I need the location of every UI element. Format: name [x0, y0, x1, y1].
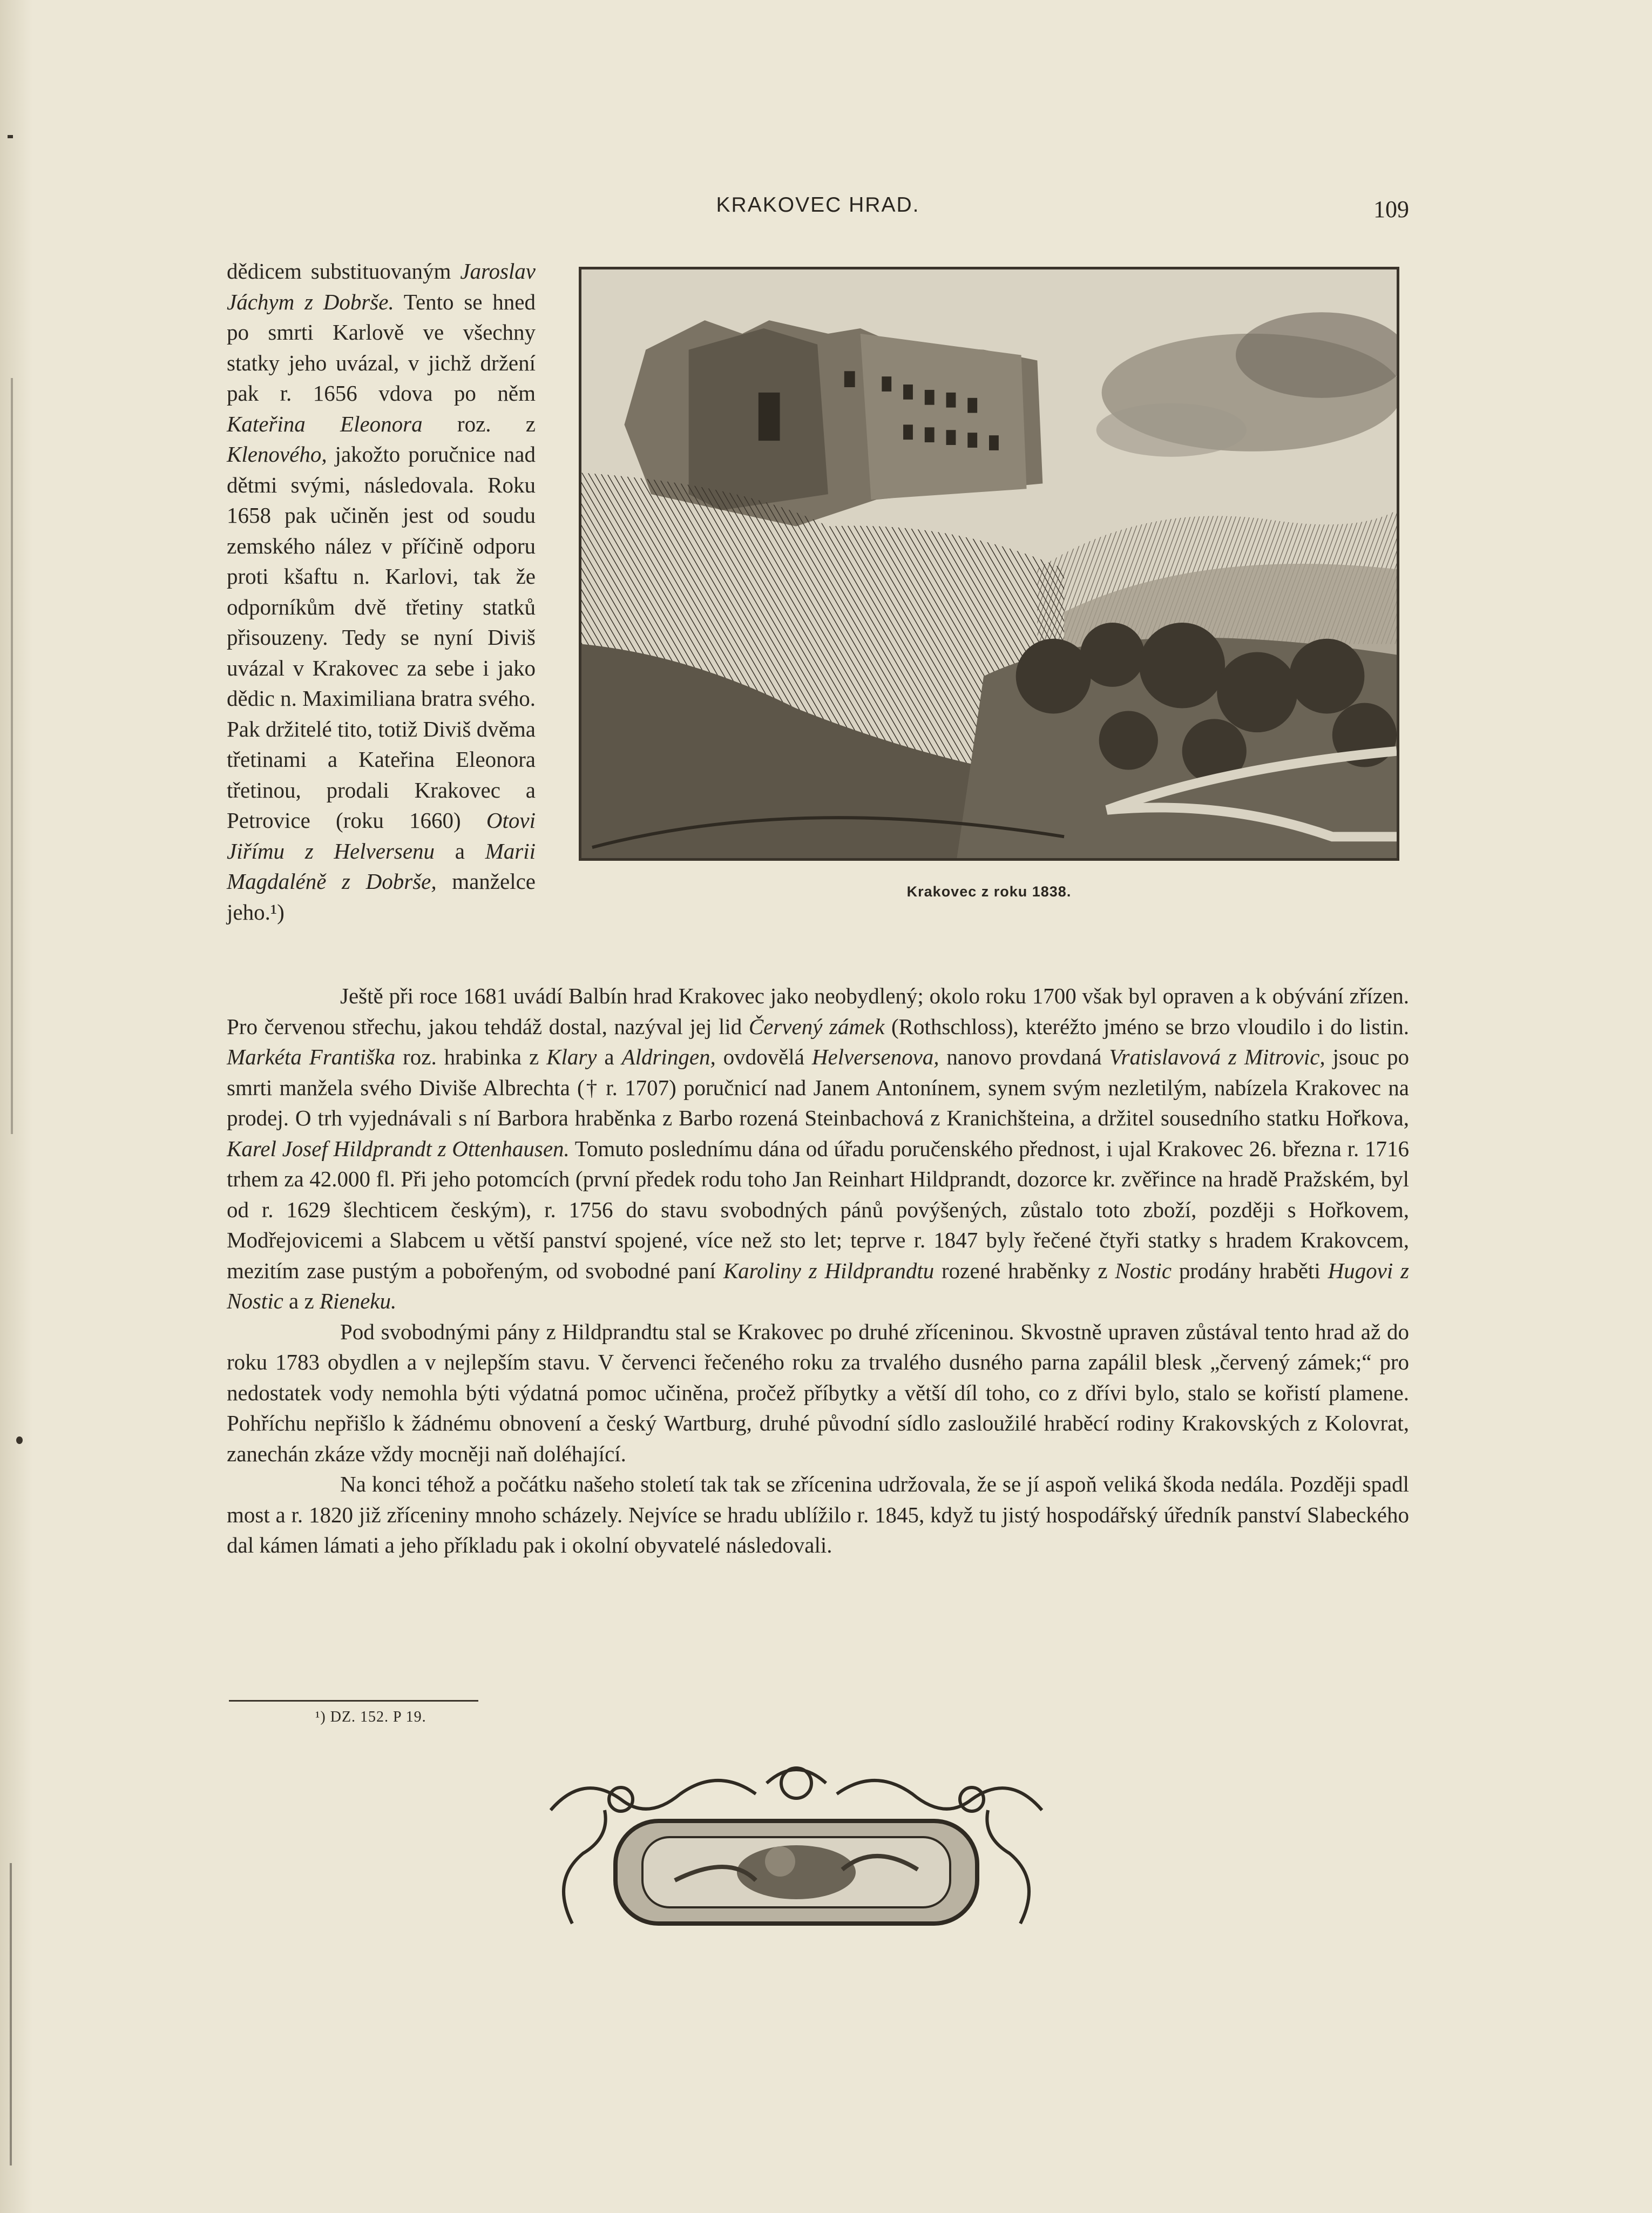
italic-name: Jaroslav Jáchym z Dobrše.	[227, 259, 536, 314]
footnote: ¹) DZ. 152. P 19.	[315, 1709, 426, 1725]
text-run: Tento se hned po smrti Karlově ve všechny statky jeho uvázal, v jichž držení pak r. 1656 vdova po něm	[227, 289, 536, 406]
margin-mark	[10, 1863, 12, 2165]
text-run: a	[435, 838, 485, 863]
text-run: dědicem substituovaným	[227, 259, 461, 284]
text-run: rozené hraběnky z	[934, 1258, 1115, 1283]
text-run: roz. hrabinka z	[395, 1044, 547, 1069]
castle-engraving-drawing	[581, 269, 1397, 858]
italic-name: Červený zámek	[748, 1014, 885, 1039]
italic-name: Karoliny z Hildprandtu	[723, 1258, 935, 1283]
paragraph	[227, 256, 536, 927]
text-run: a	[597, 1044, 622, 1069]
italic-name: Marii Magdaléně z Dobrše,	[227, 838, 536, 894]
italic-name: Klary	[546, 1044, 597, 1069]
castle-engraving	[579, 267, 1399, 861]
text-run: a z	[283, 1288, 320, 1313]
text-run: ovdovělá	[715, 1044, 812, 1069]
italic-name: Kateřina Eleonora	[227, 411, 423, 436]
paragraph	[227, 1317, 1409, 1469]
italic-name: Helversenova,	[811, 1044, 939, 1069]
text-run: jakožto poručnice nad dětmi svými, následovala. Roku 1658 pak učiněn jest od soudu zemského nález v příčině odporu proti kšaftu n. Karlovi, tak že odporníkům dvě třetiny statků přisouzeny. Tedy se nyní Diviš uvázal v Krakovec za sebe i jako dědic n. Maximiliana bratra svého. Pak držitelé tito, totiž Diviš dvěma třetinami a Kateřina Eleonora třetinou, prodali Krakovec a Petrovice (roku 1660)	[227, 442, 536, 833]
paragraph	[227, 1469, 1409, 1561]
text-run: Tomuto poslednímu dána od úřadu poručenského přednost, i ujal Krakovec 26. března r. 1716 trhem za 42.000 fl. Při jeho potomcích (první předek rodu toho Jan Reinhart Hildprandt, dozorce kr. zvěřince na hradě Pražském, byl od r. 1629 šlechticem českým), r. 1756 do stavu svobodných pánů povýšených, zůstalo toto zboží, později s Hořkovem, Modřejovicemi a Slabcem u větší panství spojené, více než sto let; teprve r. 1847 byly řečené čtyři statky s hradem Krakovcem, mezitím zase pustým a pobořeným, od svobodné paní	[227, 1136, 1409, 1283]
body-text-column	[227, 981, 1409, 1561]
text-run: manželce jeho.¹)	[227, 869, 536, 925]
text-run: nanovo provdaná	[939, 1044, 1109, 1069]
decorative-vignette	[540, 1762, 1053, 1940]
italic-name: Nostic	[1115, 1258, 1172, 1283]
text-run: roz. z	[422, 411, 536, 436]
text-run: Na konci téhož a počátku našeho století tak tak se zřícenina udržovala, že se jí aspoň veliká škoda nedála. Později spadl most a r. 1820 již zříceniny mnoho scházely. Nejvíce se hradu ublížilo r. 1845, když tu jistý hospodářský úředník panství Slabeckého dal kámen lámati a jeho příkladu pak i okolní obyvatelé následovali.	[227, 1472, 1409, 1557]
italic-name: Rieneku.	[319, 1288, 397, 1313]
figure-caption: Krakovec z roku 1838.	[906, 883, 1072, 900]
italic-name: Hugovi z Nostic	[227, 1258, 1409, 1313]
margin-mark	[11, 378, 13, 1134]
text-run: (Rothschloss), kteréžto jméno se brzo vloudilo i do listin.	[884, 1014, 1409, 1039]
page-gutter-shadow	[0, 0, 32, 2213]
margin-mark	[16, 1436, 23, 1444]
wrapped-text-column	[227, 256, 536, 927]
text-run: Pod svobodnými pány z Hildprandtu stal se Krakovec po druhé zříceninou. Skvostně upraven zůstával tento hrad až do roku 1783 obydlen a v nejlepším stavu. V červenci řečeného roku za trvalého dusného parna zapálil blesk „červený zámek;“ pro nedostatek vody nemohla býti výdatná pomoc učiněna, pročež příbytky a větší díl toho, co z dřívi bylo, stalo se kořistí plamene. Pohříchu nepřišlo k žádnému obnovení a český Wartburg, druhé původní sídlo zasloužilé hraběcí rodiny Krakovských z Kolovrat, zanechán zkáze vždy mocněji naň doléhající.	[227, 1319, 1409, 1466]
text-run: Ještě při roce 1681 uvádí Balbín hrad Krakovec jako neobydlený; okolo roku 1700 však byl opraven a k obývání zřízen. Pro červenou střechu, jakou tehdáž dostal, nazýval jej lid	[227, 983, 1409, 1039]
italic-name: Markéta Františka	[227, 1044, 396, 1069]
italic-name: Vratislavová z Mitrovic,	[1109, 1044, 1325, 1069]
italic-name: Klenového,	[227, 442, 327, 467]
running-title: KRAKOVEC HRAD.	[716, 193, 920, 217]
italic-name: Aldringen,	[621, 1044, 716, 1069]
italic-name: Otovi Jiřímu z Helversenu	[227, 808, 536, 863]
page-header	[227, 190, 1409, 228]
text-run: prodány hraběti	[1172, 1258, 1328, 1283]
text-run: jsouc po smrti manžela svého Diviše Albrechta († r. 1707) poručnicí nad Janem Antonínem, synem svým nezletilým, nabízela Krakovec na prodej. O trh vyjednávali s ní Barbora hraběnka z Barbo rozená Steinbachová z Kranichšteina, a držitel sousedního statku Hořkova,	[227, 1044, 1410, 1130]
footnote-divider	[229, 1700, 478, 1702]
margin-mark	[8, 135, 13, 138]
paragraph	[227, 981, 1409, 1317]
italic-name: Karel Josef Hildprandt z Ottenhausen.	[227, 1136, 570, 1161]
page-number: 109	[1373, 196, 1409, 222]
